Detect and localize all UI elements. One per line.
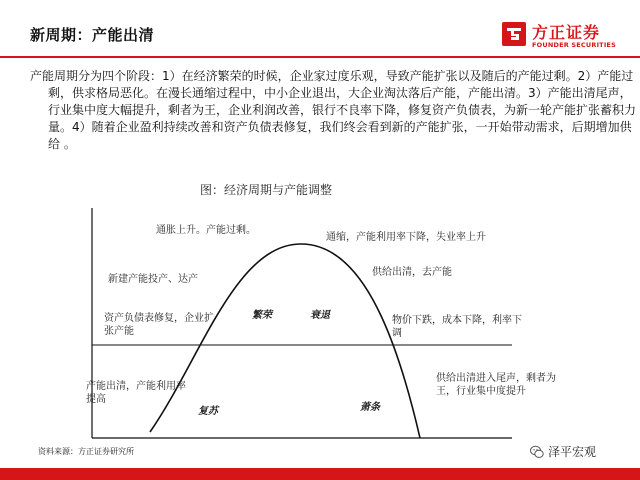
annotation-deflation: 通缩，产能利用率下降，失业率上升 bbox=[326, 232, 486, 243]
phase-depression: 萧条 bbox=[360, 402, 380, 413]
annotation-price-fall: 物价下跌，成本下降，利率下调 bbox=[392, 315, 522, 339]
annotation-inflation: 通胀上升。产能过剩。 bbox=[156, 225, 256, 236]
logo-chinese-name: 方正证券 bbox=[532, 23, 601, 42]
annotation-new-capacity: 新建产能投产、达产 bbox=[108, 274, 198, 285]
phase-recovery: 复苏 bbox=[198, 406, 218, 417]
wechat-icon bbox=[530, 445, 544, 459]
annotation-clearing-end: 供给出清进入尾声，剩者为王，行业集中度提升 bbox=[436, 373, 556, 397]
source-note: 资料来源：方正证券研究所 bbox=[38, 447, 134, 456]
phase-prosperity: 繁荣 bbox=[252, 310, 272, 321]
annotation-clearing-low: 产能出清，产能利用率提高 bbox=[86, 381, 186, 405]
page-title: 新周期：产能出清 bbox=[30, 26, 155, 44]
wechat-account-name: 泽平宏观 bbox=[548, 445, 597, 459]
figure-title: 图：经济周期与产能调整 bbox=[200, 183, 333, 197]
annotation-balance-sheet: 资产负债表修复，企业扩张产能 bbox=[104, 313, 214, 337]
phase-recession: 衰退 bbox=[310, 310, 330, 321]
logo-english-name: FOUNDER SECURITIES bbox=[532, 41, 616, 49]
annotation-supply-clear: 供给出清，去产能 bbox=[372, 267, 452, 278]
footer-bar bbox=[0, 468, 640, 480]
intro-paragraph: 产能周期分为四个阶段：1）在经济繁荣的时候，企业家过度乐观，导致产能扩张以及随后的产能过剩。2）产能过剩，供求格局恶化。在漫长通缩过程中，中小企业退出，大企业淘汰落后产能，产能出清。3）产能出清尾声，行业集中度大幅提升，剩者为王，企业利润改善，银行不良率下降，修复资产负债表，为新一轮产能扩张蓄积力量。4）随着企业盈利持续改善和资产负债表修复，我们终会看到新的产能扩张，一开始带动需求，后期增加供给 。 bbox=[30, 69, 637, 151]
